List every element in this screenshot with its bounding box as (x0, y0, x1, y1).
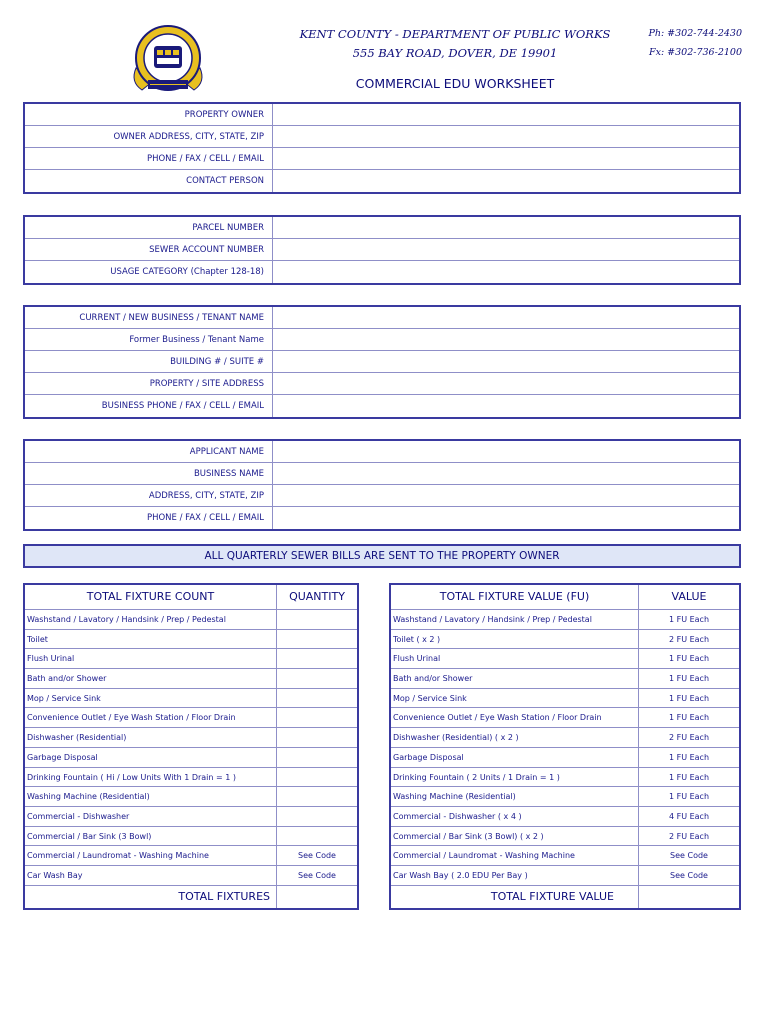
field-label: CONTACT PERSON (25, 170, 273, 192)
fixture-name: Dishwasher (Residential) (25, 728, 277, 747)
county-seal-icon (128, 24, 208, 96)
table-row (25, 866, 357, 886)
building-suite-field[interactable] (273, 351, 739, 372)
quantity-cell[interactable] (277, 768, 357, 787)
fixture-name: Bath and/or Shower (25, 669, 277, 688)
total-fixture-value-label: TOTAL FIXTURE VALUE (391, 886, 639, 908)
table-row (25, 649, 357, 669)
department-address: 555 BAY ROAD, DOVER, DE 19901 (352, 46, 558, 60)
owner-address-field[interactable] (273, 126, 739, 147)
fixture-name: Car Wash Bay (25, 866, 277, 885)
quantity-cell[interactable] (277, 807, 357, 826)
field-label: CURRENT / NEW BUSINESS / TENANT NAME (25, 307, 273, 328)
fixture-name: Car Wash Bay ( 2.0 EDU Per Bay ) (391, 866, 639, 885)
table-row (25, 630, 357, 650)
value-cell: 1 FU Each (668, 713, 710, 723)
table-row (391, 787, 739, 807)
table-row (391, 630, 739, 650)
column-header: VALUE (671, 590, 707, 603)
field-label: BUILDING # / SUITE # (25, 351, 273, 372)
applicant-business-field[interactable] (273, 463, 739, 484)
value-cell: 1 FU Each (668, 693, 710, 703)
page-title: COMMERCIAL EDU WORKSHEET (355, 76, 555, 91)
field-label: PHONE / FAX / CELL / EMAIL (25, 148, 273, 169)
value-cell: See Code (670, 870, 708, 880)
table-row (391, 768, 739, 788)
phone-number: Ph: #302-744-2430 (648, 28, 742, 39)
owner-section (23, 102, 741, 194)
fixture-value-table (389, 583, 741, 910)
table-row (391, 728, 739, 748)
fixture-name: Convenience Outlet / Eye Wash Station / Floor Drain (391, 708, 639, 727)
table-row (25, 689, 357, 709)
value-cell: 1 FU Each (668, 674, 710, 684)
table-row (25, 669, 357, 689)
value-cell: 1 FU Each (668, 752, 710, 762)
quantity-cell[interactable] (277, 669, 357, 688)
total-fixtures-label: TOTAL FIXTURES (25, 886, 277, 908)
fixture-name: Garbage Disposal (391, 748, 639, 767)
field-label: OWNER ADDRESS, CITY, STATE, ZIP (25, 126, 273, 147)
table-row (25, 846, 357, 866)
fixture-name: Convenience Outlet / Eye Wash Station / Floor Drain (25, 708, 277, 727)
notice-banner: ALL QUARTERLY SEWER BILLS ARE SENT TO THE PROPERTY OWNER (23, 544, 741, 568)
fixture-name: Commercial - Dishwasher ( x 4 ) (391, 807, 639, 826)
fixture-name: Drinking Fountain ( 2 Units / 1 Drain = 1 ) (391, 768, 639, 787)
fixture-name: Washstand / Lavatory / Handsink / Prep / Pedestal (25, 610, 277, 629)
value-cell: See Code (670, 851, 708, 861)
column-header: TOTAL FIXTURE COUNT (25, 585, 277, 609)
field-label: BUSINESS PHONE / FAX / CELL / EMAIL (25, 395, 273, 417)
table-row (25, 827, 357, 847)
table-row (391, 846, 739, 866)
fixture-name: Flush Urinal (391, 649, 639, 668)
fixture-name: Washing Machine (Residential) (391, 787, 639, 806)
table-row (391, 669, 739, 689)
table-row (391, 708, 739, 728)
fax-number: Fx: #302-736-2100 (649, 47, 742, 58)
property-owner-field[interactable] (273, 104, 739, 125)
field-label: SEWER ACCOUNT NUMBER (25, 239, 273, 260)
sewer-account-field[interactable] (273, 239, 739, 260)
business-section (23, 305, 741, 419)
table-row (391, 689, 739, 709)
fixture-name: Washstand / Lavatory / Handsink / Prep / Pedestal (391, 610, 639, 629)
fixture-name: Commercial / Laundromat - Washing Machine (25, 846, 277, 865)
value-cell: 1 FU Each (668, 615, 710, 624)
value-cell: 1 FU Each (668, 792, 710, 802)
table-row (391, 827, 739, 847)
usage-category-field[interactable] (273, 261, 739, 283)
owner-phone-field[interactable] (273, 148, 739, 169)
applicant-name-field[interactable] (273, 441, 739, 462)
table-row (391, 649, 739, 669)
parcel-section (23, 215, 741, 285)
quantity-cell[interactable] (277, 708, 357, 727)
field-label: PHONE / FAX / CELL / EMAIL (25, 507, 273, 529)
fixture-name: Commercial - Dishwasher (25, 807, 277, 826)
value-cell: 4 FU Each (668, 811, 710, 821)
value-cell: 1 FU Each (668, 654, 710, 664)
table-row (25, 728, 357, 748)
value-cell: 2 FU Each (668, 634, 710, 644)
quantity-cell[interactable] (277, 649, 357, 668)
column-header: QUANTITY (289, 590, 345, 603)
quantity-cell[interactable] (277, 630, 357, 649)
fixture-name: Drinking Fountain ( Hi / Low Units With 1 Drain = 1 ) (25, 768, 277, 787)
table-row (25, 807, 357, 827)
former-business-field[interactable] (273, 329, 739, 350)
applicant-phone-field[interactable] (273, 507, 739, 529)
table-row (391, 807, 739, 827)
fixture-name: Flush Urinal (25, 649, 277, 668)
quantity-cell[interactable] (277, 827, 357, 846)
fixture-name: Commercial / Bar Sink (3 Bowl) ( x 2 ) (391, 827, 639, 846)
quantity-cell[interactable] (277, 689, 357, 708)
quantity-cell[interactable] (277, 728, 357, 747)
quantity-cell[interactable]: See Code (298, 851, 336, 861)
table-row (25, 748, 357, 768)
quantity-cell[interactable] (277, 748, 357, 767)
contact-person-field[interactable] (273, 170, 739, 192)
fixture-name: Toilet ( x 2 ) (391, 630, 639, 649)
table-row (25, 610, 357, 630)
value-cell: 1 FU Each (668, 772, 710, 782)
field-label: PROPERTY / SITE ADDRESS (25, 373, 273, 394)
quantity-cell[interactable] (277, 787, 357, 806)
column-header: TOTAL FIXTURE VALUE (FU) (391, 585, 639, 609)
field-label: APPLICANT NAME (25, 441, 273, 462)
department-name: KENT COUNTY - DEPARTMENT OF PUBLIC WORKS (299, 27, 611, 41)
business-phone-field[interactable] (273, 395, 739, 417)
fixture-name: Washing Machine (Residential) (25, 787, 277, 806)
table-row (25, 768, 357, 788)
table-row (25, 787, 357, 807)
total-fixture-value-field[interactable] (639, 886, 739, 908)
fixture-name: Mop / Service Sink (25, 689, 277, 708)
table-row (391, 610, 739, 630)
parcel-number-field[interactable] (273, 217, 739, 238)
applicant-address-field[interactable] (273, 485, 739, 506)
site-address-field[interactable] (273, 373, 739, 394)
fixture-name: Toilet (25, 630, 277, 649)
field-label: PROPERTY OWNER (25, 104, 273, 125)
quantity-cell[interactable]: See Code (298, 870, 336, 880)
field-label: USAGE CATEGORY (Chapter 128-18) (25, 261, 273, 283)
field-label: PARCEL NUMBER (25, 217, 273, 238)
quantity-cell[interactable] (277, 610, 357, 629)
fixture-name: Garbage Disposal (25, 748, 277, 767)
fixture-name: Mop / Service Sink (391, 689, 639, 708)
applicant-section (23, 439, 741, 531)
fixture-name: Bath and/or Shower (391, 669, 639, 688)
field-label: ADDRESS, CITY, STATE, ZIP (25, 485, 273, 506)
fixture-name: Commercial / Bar Sink (3 Bowl) (25, 827, 277, 846)
table-row (391, 866, 739, 886)
fixture-name: Commercial / Laundromat - Washing Machine (391, 846, 639, 865)
fixture-count-table (23, 583, 359, 910)
table-row (391, 748, 739, 768)
value-cell: 2 FU Each (668, 733, 710, 743)
total-fixtures-field[interactable] (277, 886, 357, 908)
field-label: Former Business / Tenant Name (25, 329, 273, 350)
business-name-field[interactable] (273, 307, 739, 328)
table-row (25, 708, 357, 728)
fixture-name: Dishwasher (Residential) ( x 2 ) (391, 728, 639, 747)
value-cell: 2 FU Each (668, 831, 710, 841)
field-label: BUSINESS NAME (25, 463, 273, 484)
